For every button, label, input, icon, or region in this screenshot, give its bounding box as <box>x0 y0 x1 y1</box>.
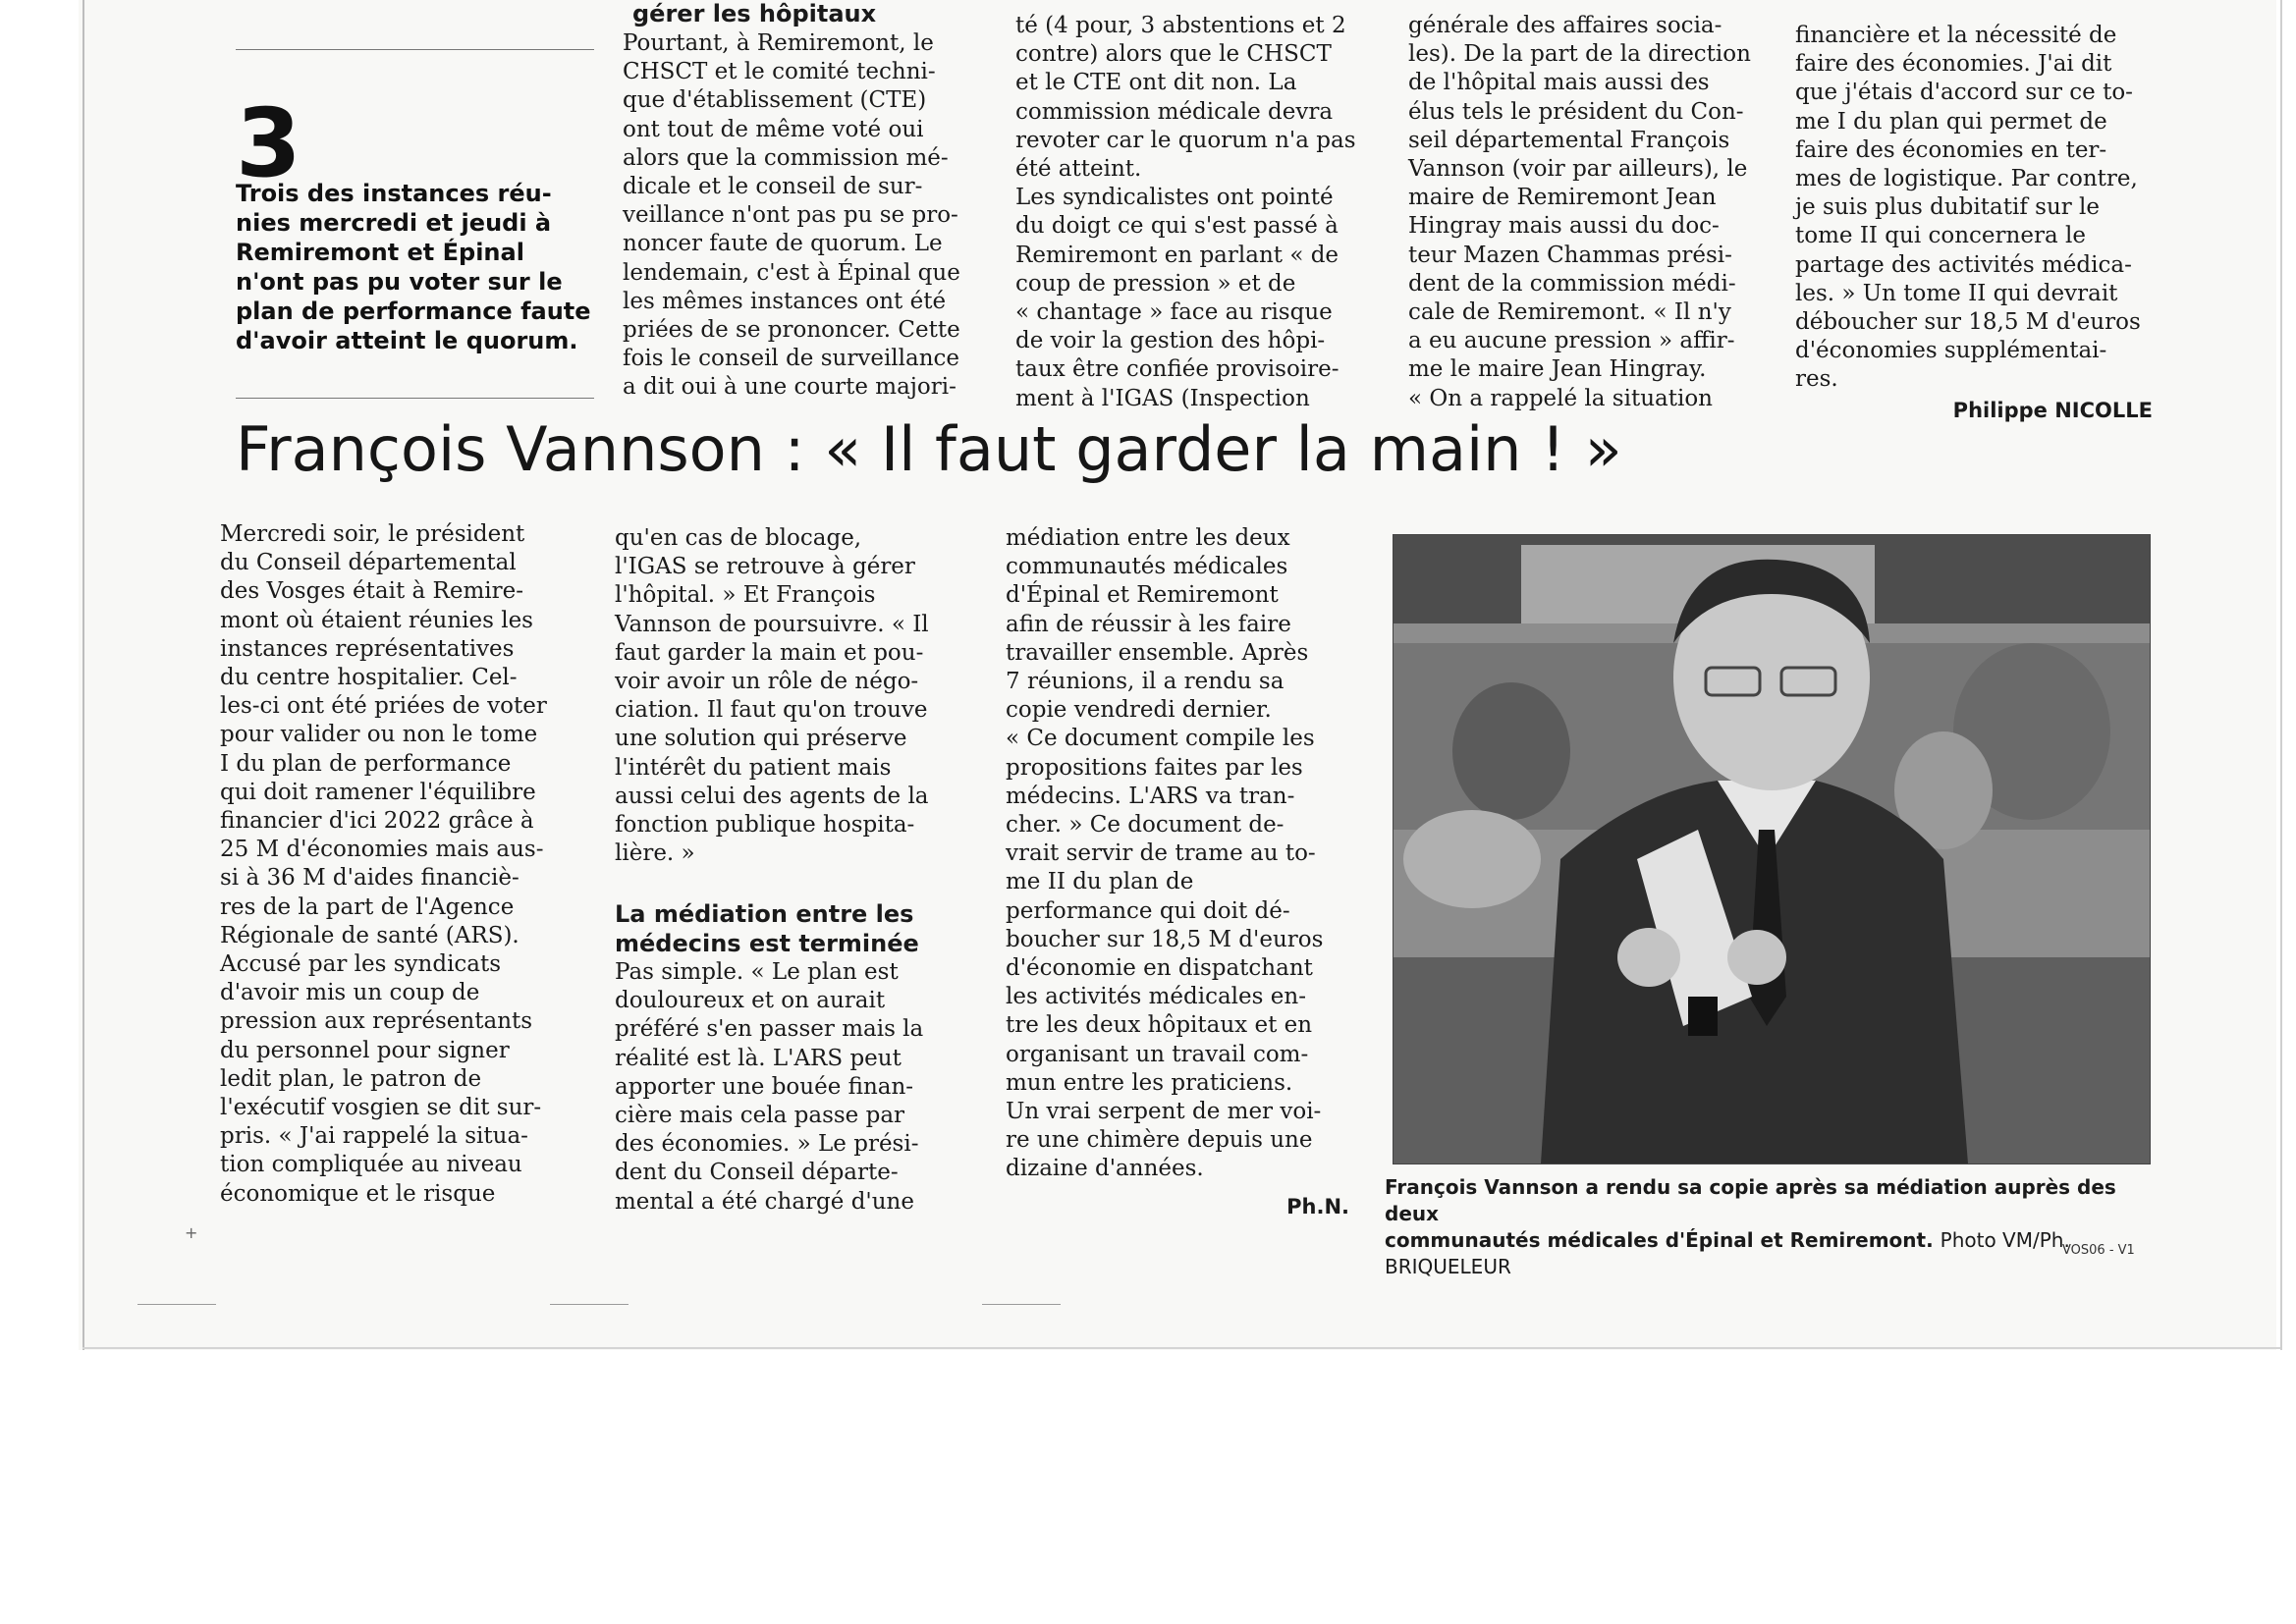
cut-line-2 <box>550 1304 629 1305</box>
top-story-column-2: té (4 pour, 3 abstentions et 2 contre) alors que le CHSCT et le CTE ont dit non. La commission médicale devra revoter car le quorum n'a pas été atteint. Les syndicalistes ont pointé du doigt ce qui s'est passé à Remiremont en parlant « de coup de pression » et de « chantage » face au risque de voir la gestion des hôpi- taux être confiée provisoire- ment à l'IGAS (Inspection <box>1015 13 1356 411</box>
clipping-bottom-edge <box>82 1347 2280 1349</box>
registration-mark: + <box>185 1223 198 1242</box>
clipping-right-edge <box>2280 0 2282 1350</box>
photo-caption <box>1385 1174 2170 1280</box>
main-story-subhead-body: Pas simple. « Le plan est douloureux et on aurait préféré s'en passer mais la réalité est là. L'ARS peut apporter une bouée finan- cière mais cela passe par des économies. » Le prési- dent du Conseil départe- mental a été chargé d'une <box>615 959 924 1215</box>
sidebar-top-rule <box>236 49 594 50</box>
top-story-heading-fragment: gérer les hôpitaux <box>632 0 877 27</box>
main-story-byline: Ph.N. <box>1286 1195 1349 1218</box>
photo-credit: Photo VM/Ph. BRIQUELEUR <box>1385 1228 2070 1278</box>
top-story-column-1: Pourtant, à Remiremont, le CHSCT et le comité techni- que d'établissement (CTE) ont tout de même voté oui alors que la commission mé- dicale et le conseil de sur- veillance n'ont pas pu se pro- noncer faute de quorum. Le lendemain, c'est à Épinal que les mêmes instances ont été priées de se prononcer. Cette fois le conseil de surveillance a dit oui à une courte majori- <box>623 30 960 401</box>
cut-line-1 <box>137 1304 216 1305</box>
sidebar-bottom-rule <box>236 398 594 399</box>
photo-caption-text: François Vannson a rendu sa copie après sa médiation auprès des deux communautés médicales d'Épinal et Remiremont. <box>1385 1175 2116 1252</box>
main-story-column-1: Mercredi soir, le président du Conseil départemental des Vosges était à Remire- mont où étaient réunies les instances représentatives du centre hospitalier. Cel- les-ci ont été priées de voter pour valider ou non le tome I du plan de performance qui doit ramener l'équilibre financier d'ici 2022 grâce à 25 M d'économies mais aus- si à 36 M d'aides financiè- res de la part de l'Agence Régionale de santé (ARS). Accusé par les syndicats d'avoir mis un coup de pression aux représentants du personnel pour signer ledit plan, le patron de l'exécutif vosgien se dit sur- pris. « J'ai rappelé la situa- tion compliquée au niveau économique et le risque <box>220 521 547 1207</box>
clipping-left-edge <box>82 0 84 1350</box>
top-story-column-4: financière et la nécessité de faire des économies. J'ai dit que j'étais d'accord sur ce to- me I du plan qui permet de faire des économies en ter- mes de logistique. Par contre, je suis plus dubitatif sur le tome II qui concernera le partage des activités médica- les. » Un tome II qui devrait déboucher sur 18,5 M d'euros d'économies supplémentai- res. <box>1795 23 2141 393</box>
top-story-column-3: générale des affaires socia- les). De la part de la direction de l'hôpital mais aussi des élus tels le président du Con- seil départemental François Vannson (voir par ailleurs), le maire de Remiremont Jean Hingray mais aussi du doc- teur Mazen Chammas prési- dent de la commission médi- cale de Remiremont. « Il n'y a eu aucune pression » affir- me le maire Jean Hingray. « On a rappelé la situation <box>1408 13 1751 411</box>
news-photo <box>1393 534 2151 1164</box>
top-story-byline: Philippe NICOLLE <box>1952 399 2153 422</box>
cut-line-3 <box>982 1304 1061 1305</box>
sidebar-number: 3 <box>236 88 301 198</box>
main-story-subhead: La médiation entre les médecins est terminée <box>615 900 919 957</box>
sidebar-lead: Trois des instances réu- nies mercredi et jeudi à Remiremont et Épinal n'ont pas pu voter sur le plan de performance faute d'avoir atteint le quorum. <box>236 180 591 354</box>
page-folio: VOS06 - V1 <box>2062 1243 2135 1258</box>
main-story-column-3: médiation entre les deux communautés médicales d'Épinal et Remiremont afin de réussir à les faire travailler ensemble. Après 7 réunions, il a rendu sa copie vendredi dernier. « Ce document compile les propositions faites par les médecins. L'ARS va tran- cher. » Ce document de- vrait servir de trame au to- me II du plan de performance qui doit dé- boucher sur 18,5 M d'euros d'économie en dispatchant les activités médicales en- tre les deux hôpitaux et en organisant un travail com- mun entre les praticiens. Un vrai serpent de mer voi- re une chimère depuis une dizaine d'années. <box>1006 525 1324 1182</box>
main-headline: François Vannson : « Il faut garder la main ! » <box>236 413 1622 485</box>
main-story-column-2: qu'en cas de blocage, l'IGAS se retrouve à gérer l'hôpital. » Et François Vannson de poursuivre. « Il faut garder la main et pou- voir avoir un rôle de négo- ciation. Il faut qu'on trouve une solution qui préserve l'intérêt du patient mais aussi celui des agents de la fonction publique hospita- lière. » <box>615 525 929 867</box>
photo-portrait <box>1394 535 2150 1164</box>
